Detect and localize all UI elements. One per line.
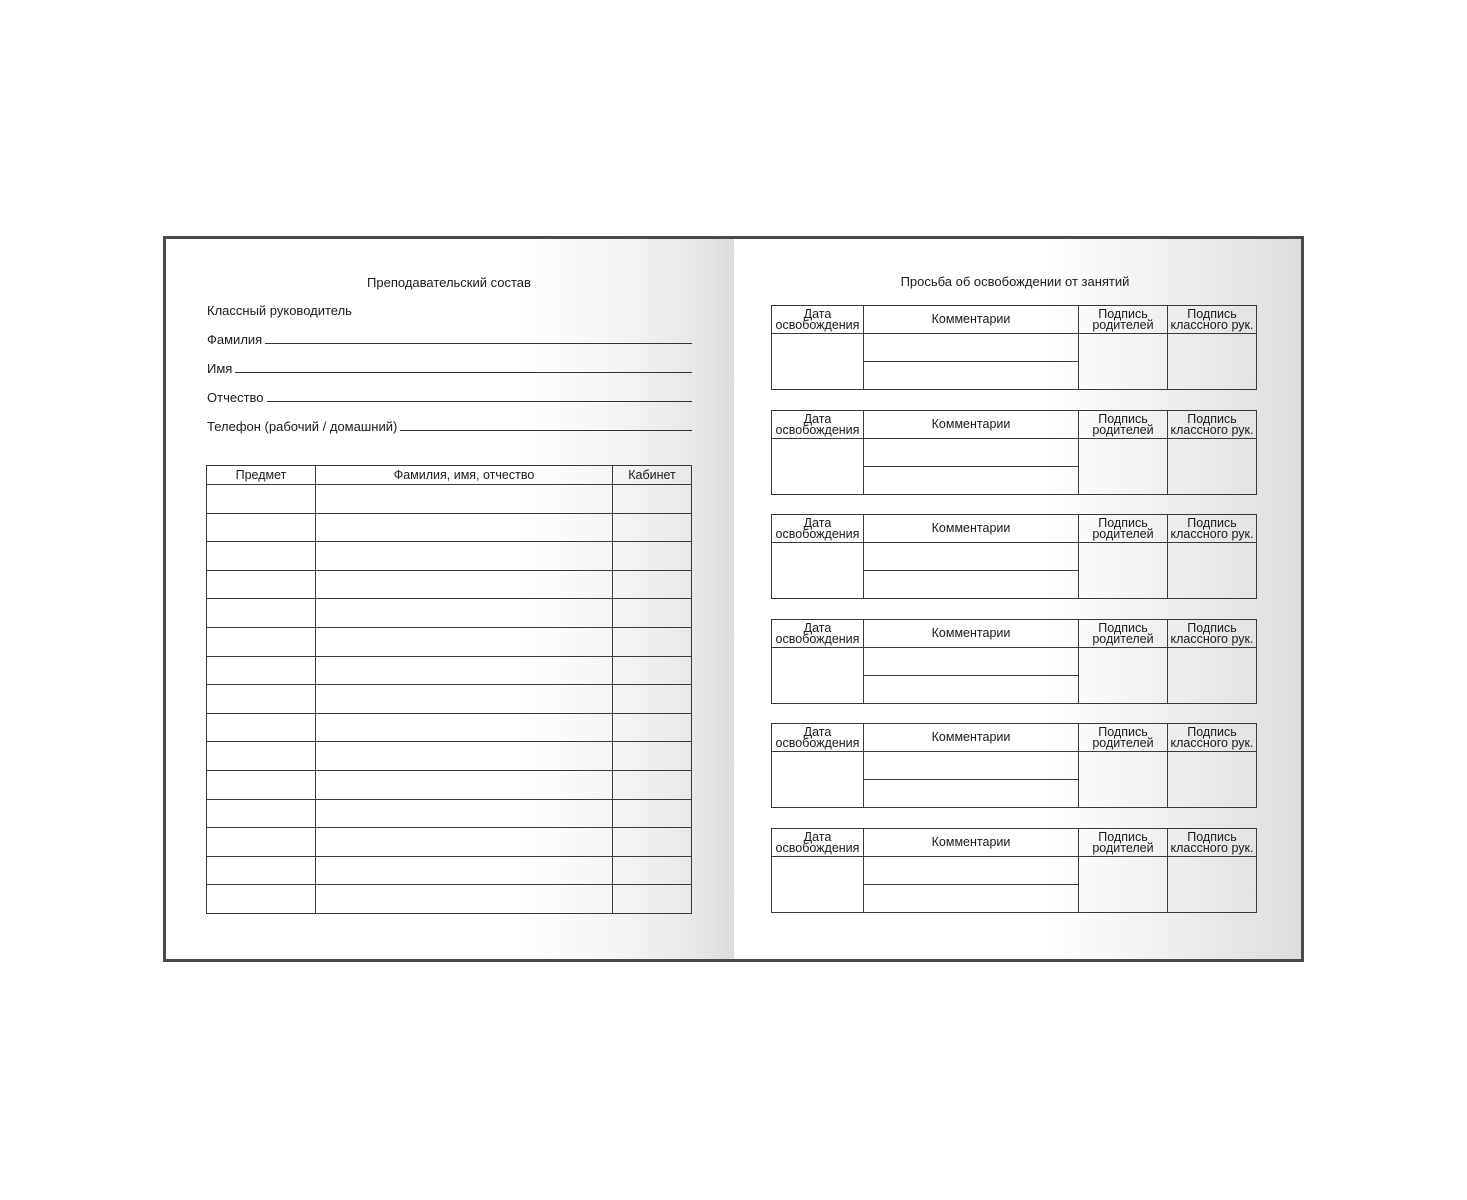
full-name-cell[interactable] [316,513,613,542]
release-form-row [772,543,1257,571]
class-teacher-signature-cell[interactable] [1168,648,1257,704]
comment-line-cell[interactable] [864,543,1079,571]
full-name-cell[interactable] [316,742,613,771]
comment-line-cell[interactable] [864,780,1079,808]
class-teacher-signature-cell[interactable] [1168,439,1257,495]
room-cell[interactable] [613,599,692,628]
release-date-header-line2: освобождения [775,735,860,750]
subject-cell[interactable] [207,485,316,514]
release-date-cell[interactable] [772,543,864,599]
table-row [207,656,692,685]
name-field [207,358,692,376]
release-date-header-line1: Дата [803,515,832,530]
release-date-header [772,306,864,334]
parents-signature-header-line1: Подпись [1098,829,1148,844]
table-row [207,685,692,714]
full-name-cell[interactable] [316,713,613,742]
parents-signature-header-line2: родителей [1092,526,1154,541]
comments-header: Комментарии [864,306,1079,334]
full-name-cell[interactable] [316,885,613,914]
table-row [207,885,692,914]
subject-cell[interactable] [207,599,316,628]
release-form-header [772,724,1257,752]
release-date-header-line2: освобождения [775,317,860,332]
release-form-header [772,829,1257,857]
parents-signature-header-line2: родителей [1092,840,1154,855]
full-name-cell[interactable] [316,685,613,714]
release-form-table [771,723,1257,808]
parents-signature-header-line1: Подпись [1098,724,1148,739]
parents-signature-header [1079,724,1168,752]
full-name-cell[interactable] [316,856,613,885]
room-cell[interactable] [613,570,692,599]
parents-signature-header [1079,620,1168,648]
room-cell[interactable] [613,856,692,885]
table-row [207,599,692,628]
parents-signature-cell[interactable] [1079,439,1168,495]
room-cell[interactable] [613,885,692,914]
class-teacher-signature-header [1168,724,1257,752]
class-teacher-signature-cell[interactable] [1168,334,1257,390]
release-date-header-line1: Дата [803,620,832,635]
full-name-cell[interactable] [316,599,613,628]
class-teacher-signature-header-line1: Подпись [1187,411,1237,426]
subject-cell[interactable] [207,542,316,571]
class-teacher-signature-header [1168,620,1257,648]
full-name-cell[interactable] [316,627,613,656]
parents-signature-header-line1: Подпись [1098,515,1148,530]
release-date-header [772,411,864,439]
surname-line [265,343,692,344]
release-form [771,514,1256,601]
subject-cell[interactable] [207,799,316,828]
comment-line-cell[interactable] [864,439,1079,467]
class-teacher-heading: Классный руководитель [207,303,352,318]
full-name-cell[interactable] [316,656,613,685]
parents-signature-cell[interactable] [1079,648,1168,704]
table-row [207,570,692,599]
release-form-row [772,857,1257,885]
room-header: Кабинет [613,466,692,485]
release-date-header-line2: освобождения [775,526,860,541]
patronymic-field [207,387,692,405]
release-form-header [772,306,1257,334]
class-teacher-signature-cell[interactable] [1168,752,1257,808]
surname-label: Фамилия [207,332,263,347]
full-name-cell[interactable] [316,542,613,571]
surname-field [207,329,692,347]
name-line [235,372,692,373]
release-form-row [772,439,1257,467]
full-name-cell[interactable] [316,485,613,514]
subject-cell[interactable] [207,828,316,857]
class-teacher-signature-header-line1: Подпись [1187,515,1237,530]
class-teacher-signature-header-line1: Подпись [1187,306,1237,321]
release-form [771,828,1256,915]
subject-cell[interactable] [207,856,316,885]
parents-signature-header [1079,411,1168,439]
room-cell[interactable] [613,513,692,542]
full-name-cell[interactable] [316,770,613,799]
comments-header: Комментарии [864,411,1079,439]
comment-line-cell[interactable] [864,885,1079,913]
phone-field [207,416,692,434]
phone-label: Телефон (рабочий / домашний) [207,419,398,434]
room-cell[interactable] [613,656,692,685]
parents-signature-header [1079,515,1168,543]
table-row [207,485,692,514]
release-date-header [772,829,864,857]
comment-line-cell[interactable] [864,334,1079,362]
parents-signature-cell[interactable] [1079,543,1168,599]
subject-cell[interactable] [207,513,316,542]
release-form-table [771,828,1257,913]
release-form-table [771,514,1257,599]
table-row [207,542,692,571]
class-teacher-signature-header-line2: классного рук. [1170,422,1254,437]
right-page-title: Просьба об освобождении от занятий [900,274,1130,289]
name-label: Имя [207,361,233,376]
comment-line-cell[interactable] [864,752,1079,780]
class-teacher-signature-header-line2: классного рук. [1170,840,1254,855]
comment-line-cell[interactable] [864,362,1079,390]
table-row [207,828,692,857]
class-teacher-signature-header-line2: классного рук. [1170,317,1254,332]
table-row [207,770,692,799]
table-row [207,513,692,542]
right-page [734,239,1301,959]
class-teacher-signature-header-line2: классного рук. [1170,631,1254,646]
release-date-header [772,620,864,648]
room-cell[interactable] [613,485,692,514]
comments-header: Комментарии [864,620,1079,648]
parents-signature-header-line2: родителей [1092,735,1154,750]
open-diary-spread [163,236,1304,962]
subject-cell[interactable] [207,713,316,742]
release-form-header [772,620,1257,648]
patronymic-label: Отчество [207,390,264,405]
parents-signature-header-line1: Подпись [1098,620,1148,635]
teachers-table [206,465,692,914]
subject-cell[interactable] [207,685,316,714]
comment-line-cell[interactable] [864,857,1079,885]
left-page [166,239,734,959]
class-teacher-signature-header-line1: Подпись [1187,620,1237,635]
subject-cell[interactable] [207,885,316,914]
comments-header: Комментарии [864,724,1079,752]
release-date-header-line1: Дата [803,306,832,321]
class-teacher-signature-header [1168,411,1257,439]
release-form-row [772,648,1257,676]
class-teacher-signature-header [1168,515,1257,543]
subject-header: Предмет [207,466,316,485]
parents-signature-header-line1: Подпись [1098,411,1148,426]
release-date-header-line1: Дата [803,829,832,844]
room-cell[interactable] [613,828,692,857]
teachers-table-header [207,466,692,485]
room-cell[interactable] [613,542,692,571]
release-date-header [772,515,864,543]
class-teacher-signature-header-line2: классного рук. [1170,526,1254,541]
class-teacher-signature-header [1168,306,1257,334]
release-date-header [772,724,864,752]
table-row [207,742,692,771]
comments-header: Комментарии [864,829,1079,857]
class-teacher-signature-cell[interactable] [1168,543,1257,599]
release-date-cell[interactable] [772,334,864,390]
subject-cell[interactable] [207,570,316,599]
parents-signature-header-line2: родителей [1092,422,1154,437]
parents-signature-cell[interactable] [1079,334,1168,390]
class-teacher-signature-header-line1: Подпись [1187,724,1237,739]
release-date-cell[interactable] [772,857,864,913]
subject-cell[interactable] [207,656,316,685]
full-name-cell[interactable] [316,828,613,857]
parents-signature-header-line2: родителей [1092,317,1154,332]
release-date-header-line2: освобождения [775,631,860,646]
full-name-cell[interactable] [316,799,613,828]
table-row [207,856,692,885]
parents-signature-header-line2: родителей [1092,631,1154,646]
release-form-header [772,411,1257,439]
release-date-cell[interactable] [772,752,864,808]
release-form-table [771,619,1257,704]
release-form-row [772,334,1257,362]
comment-line-cell[interactable] [864,648,1079,676]
release-form-row [772,752,1257,780]
class-teacher-signature-header [1168,829,1257,857]
release-date-cell[interactable] [772,439,864,495]
release-form-header [772,515,1257,543]
release-form [771,305,1256,392]
subject-cell[interactable] [207,742,316,771]
parents-signature-cell[interactable] [1079,857,1168,913]
parents-signature-header [1079,306,1168,334]
table-row [207,627,692,656]
release-form-table [771,410,1257,495]
parents-signature-cell[interactable] [1079,752,1168,808]
release-date-header-line1: Дата [803,411,832,426]
release-date-header-line1: Дата [803,724,832,739]
parents-signature-header [1079,829,1168,857]
release-form [771,410,1256,497]
phone-line [400,430,692,431]
room-cell[interactable] [613,799,692,828]
release-form [771,723,1256,810]
parents-signature-header-line1: Подпись [1098,306,1148,321]
class-teacher-signature-header-line2: классного рук. [1170,735,1254,750]
class-teacher-signature-header-line1: Подпись [1187,829,1237,844]
table-row [207,799,692,828]
release-date-header-line2: освобождения [775,422,860,437]
table-row [207,713,692,742]
comments-header: Комментарии [864,515,1079,543]
comment-line-cell[interactable] [864,676,1079,704]
room-cell[interactable] [613,713,692,742]
comment-line-cell[interactable] [864,467,1079,495]
release-date-header-line2: освобождения [775,840,860,855]
room-cell[interactable] [613,770,692,799]
subject-cell[interactable] [207,627,316,656]
subject-cell[interactable] [207,770,316,799]
left-page-title: Преподавательский состав [367,275,531,290]
class-teacher-signature-cell[interactable] [1168,857,1257,913]
release-date-cell[interactable] [772,648,864,704]
room-cell[interactable] [613,685,692,714]
patronymic-line [267,401,692,402]
release-form [771,619,1256,706]
release-form-table [771,305,1257,390]
room-cell[interactable] [613,742,692,771]
comment-line-cell[interactable] [864,571,1079,599]
full-name-header: Фамилия, имя, отчество [316,466,613,485]
full-name-cell[interactable] [316,570,613,599]
room-cell[interactable] [613,627,692,656]
